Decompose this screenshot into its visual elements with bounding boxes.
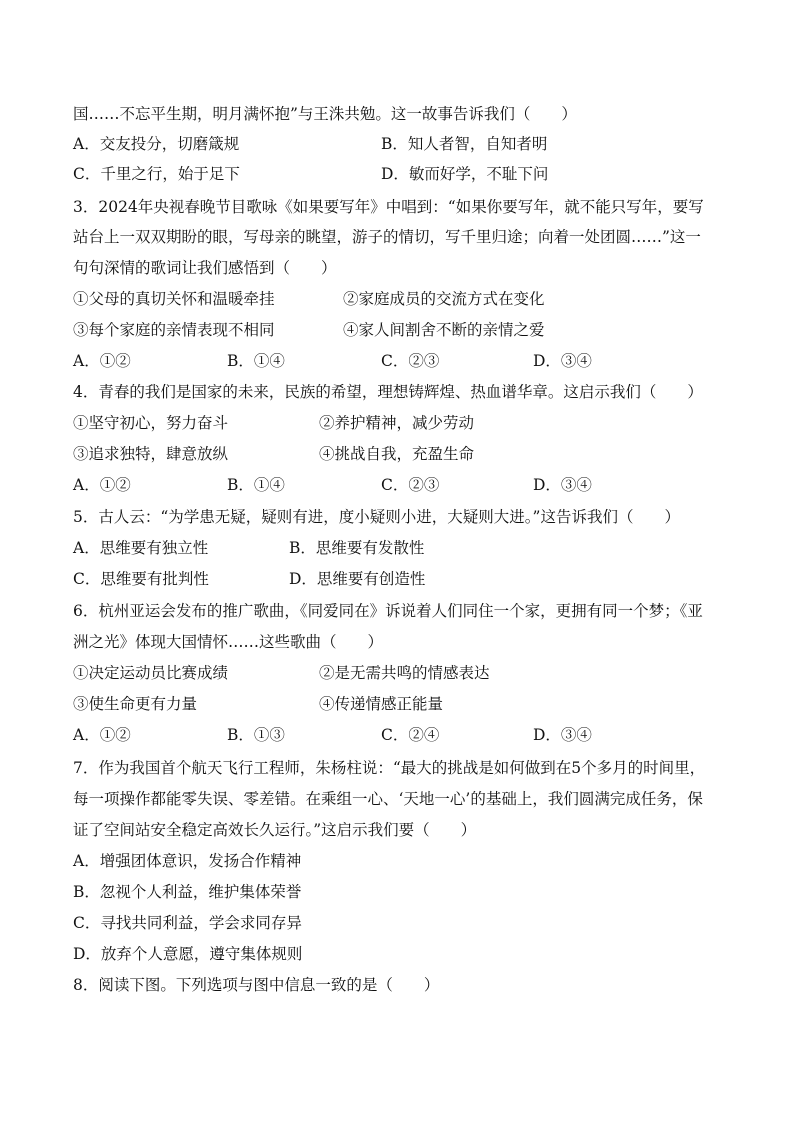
q3-item-2: ②家庭成员的交流方式在变化 <box>343 290 545 308</box>
q4-item-1: ①坚守初心，努力奋斗 <box>73 414 229 432</box>
q3-item-4: ④家人间割舍不断的亲情之爱 <box>343 321 545 339</box>
q2-option-a: A．交友投分，切磨箴规 <box>73 135 240 153</box>
q6-option-a: A．①② <box>73 726 131 744</box>
q5-option-c: C．思维要有批判性 <box>73 570 209 588</box>
q6-stem-line-2: 洲之光》体现大国情怀……这些歌曲（ ） <box>73 633 384 651</box>
q6-item-4: ④传递情感正能量 <box>319 695 444 713</box>
q5-option-b: B．思维要有发散性 <box>289 539 425 557</box>
q7-stem-line-3: 证了空间站安全稳定高效长久运行。”这启示我们要（ ） <box>73 821 477 839</box>
q5-option-d: D．思维要有创造性 <box>289 570 426 588</box>
q7-option-b: B．忽视个人利益，维护集体荣誉 <box>73 883 302 901</box>
q3-item-1: ①父母的真切关怀和温暖牵挂 <box>73 290 275 308</box>
q6-option-d: D．③④ <box>533 726 592 744</box>
q4-stem: 4．青春的我们是国家的未来，民族的希望，理想铸辉煌、热血谱华章。这启示我们（ ） <box>73 383 703 401</box>
q7-option-c: C．寻找共同利益，学会求同存异 <box>73 914 302 932</box>
q3-option-a: A．①② <box>73 352 131 370</box>
q4-item-2: ②养护精神，减少劳动 <box>319 414 475 432</box>
q6-option-c: C．②④ <box>381 726 440 744</box>
q6-item-1: ①决定运动员比赛成绩 <box>73 664 229 682</box>
q3-item-3: ③每个家庭的亲情表现不相同 <box>73 321 275 339</box>
q4-option-a: A．①② <box>73 476 131 494</box>
q7-stem-line-1: 7．作为我国首个航天飞行工程师，朱杨柱说：“最大的挑战是如何做到在5个多月的时间里， <box>73 759 706 777</box>
q3-option-b: B．①④ <box>227 352 285 370</box>
q5-option-a: A．思维要有独立性 <box>73 539 209 557</box>
q4-option-c: C．②③ <box>381 476 440 494</box>
q7-option-d: D．放弃个人意愿，遵守集体规则 <box>73 945 303 963</box>
q5-stem: 5．古人云：“为学患无疑，疑则有进，度小疑则小进，大疑则大进。”这告诉我们（ ） <box>73 508 680 526</box>
q4-item-4: ④挑战自我，充盈生命 <box>319 445 475 463</box>
q6-item-3: ③使生命更有力量 <box>73 695 198 713</box>
q4-option-d: D．③④ <box>533 476 592 494</box>
q4-item-3: ③追求独特，肆意放纵 <box>73 445 229 463</box>
q3-stem-line-3: 句句深情的歌词让我们感悟到（ ） <box>73 259 337 277</box>
q2-option-d: D．敏而好学，不耻下问 <box>381 165 549 183</box>
q4-option-b: B．①④ <box>227 476 285 494</box>
q7-option-a: A．增强团体意识，发扬合作精神 <box>73 852 302 870</box>
q2-stem-tail: 国……不忘平生期，明月满怀抱”与王洙共勉。这一故事告诉我们（ ） <box>73 105 577 123</box>
q8-stem: 8．阅读下图。下列选项与图中信息一致的是（ ） <box>73 976 440 994</box>
q6-option-b: B．①③ <box>227 726 285 744</box>
q3-stem-line-1: 3．2024年央视春晚节目歌咏《如果要写年》中唱到：“如果你要写年，就不能只写年，要写 <box>73 198 704 216</box>
q2-option-b: B．知人者智，自知者明 <box>381 135 548 153</box>
q7-stem-line-2: 每一项操作都能零失误、零差错。在乘组一心、‘天地一心’的基础上，我们圆满完成任务，保 <box>73 790 703 808</box>
q3-option-d: D．③④ <box>533 352 592 370</box>
q6-stem-line-1: 6．杭州亚运会发布的推广歌曲，《同爱同在》诉说着人们同住一个家，更拥有同一个梦；《亚 <box>73 602 703 620</box>
q3-option-c: C．②③ <box>381 352 440 370</box>
q3-stem-line-2: 站台上一双双期盼的眼，写母亲的眺望，游子的情切，写千里归途；向着一处团圆……”这一 <box>73 228 701 246</box>
q2-option-c: C．千里之行，始于足下 <box>73 165 240 183</box>
q6-item-2: ②是无需共鸣的情感表达 <box>319 664 490 682</box>
